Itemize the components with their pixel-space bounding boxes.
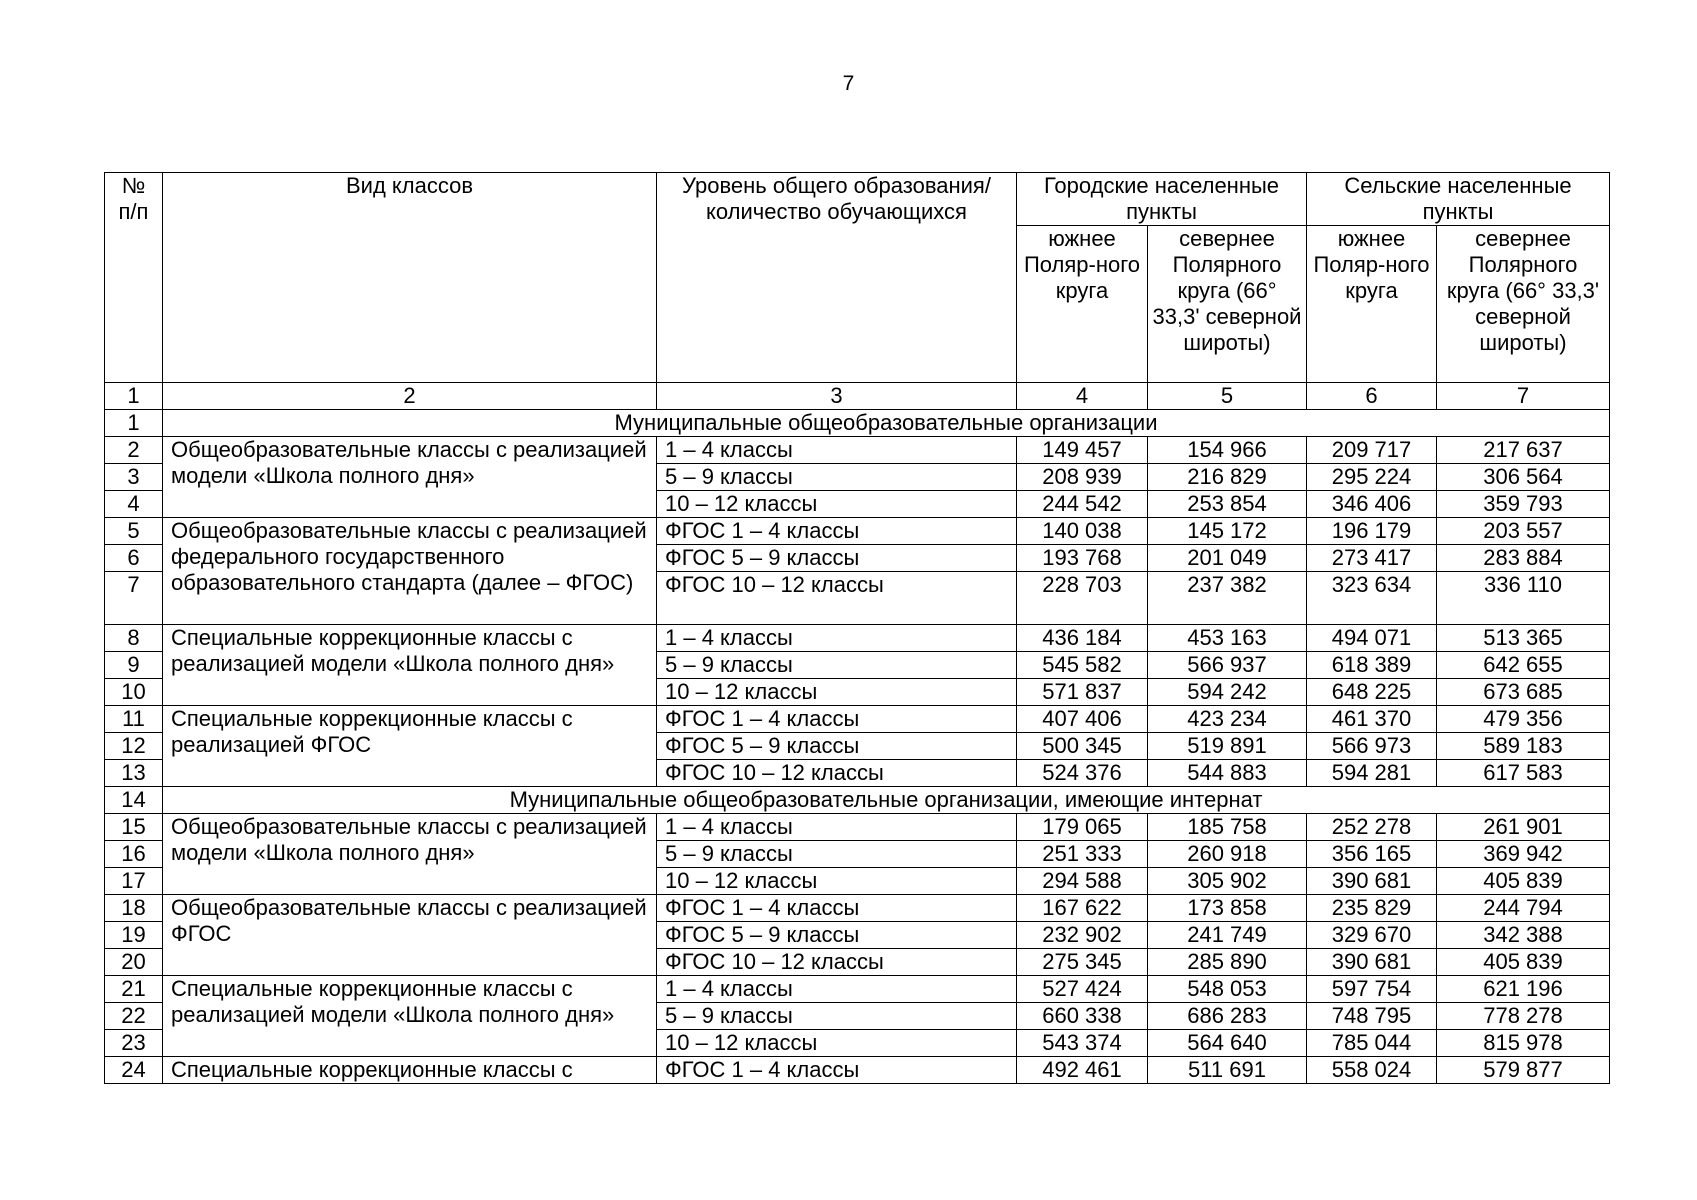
row-number: 4 xyxy=(105,491,163,518)
value-cell: 492 461 xyxy=(1017,1057,1148,1084)
level-cell: 10 – 12 классы xyxy=(657,1030,1017,1057)
value-cell: 244 794 xyxy=(1437,895,1610,922)
row-number: 20 xyxy=(105,949,163,976)
value-cell: 283 884 xyxy=(1437,545,1610,572)
header-num: № п/п xyxy=(105,173,163,383)
section-row xyxy=(105,410,1610,437)
value-cell: 235 829 xyxy=(1307,895,1437,922)
level-cell: ФГОС 1 – 4 классы xyxy=(657,706,1017,733)
value-cell: 275 345 xyxy=(1017,949,1148,976)
value-cell: 566 937 xyxy=(1148,652,1307,679)
row-number: 6 xyxy=(105,545,163,572)
value-cell: 201 049 xyxy=(1148,545,1307,572)
value-cell: 244 542 xyxy=(1017,491,1148,518)
header-rural-north: севернее Полярного круга (66° 33,3' северной широты) xyxy=(1437,226,1610,383)
column-number: 6 xyxy=(1307,383,1437,410)
level-cell: 1 – 4 классы xyxy=(657,976,1017,1003)
value-cell: 571 837 xyxy=(1017,679,1148,706)
table-row xyxy=(105,625,1610,652)
row-number: 22 xyxy=(105,1003,163,1030)
value-cell: 405 839 xyxy=(1437,868,1610,895)
value-cell: 193 768 xyxy=(1017,545,1148,572)
level-cell: 1 – 4 классы xyxy=(657,625,1017,652)
class-type-cell: Общеобразовательные классы с реализацией модели «Школа полного дня» xyxy=(163,814,657,895)
value-cell: 273 417 xyxy=(1307,545,1437,572)
value-cell: 543 374 xyxy=(1017,1030,1148,1057)
table-row xyxy=(105,437,1610,464)
class-type-cell: Специальные коррекционные классы с реализацией модели «Школа полного дня» xyxy=(163,976,657,1057)
value-cell: 544 883 xyxy=(1148,760,1307,787)
value-cell: 500 345 xyxy=(1017,733,1148,760)
value-cell: 228 703 xyxy=(1017,572,1148,625)
value-cell: 173 858 xyxy=(1148,895,1307,922)
value-cell: 253 854 xyxy=(1148,491,1307,518)
row-number: 16 xyxy=(105,841,163,868)
value-cell: 208 939 xyxy=(1017,464,1148,491)
value-cell: 149 457 xyxy=(1017,437,1148,464)
value-cell: 294 588 xyxy=(1017,868,1148,895)
value-cell: 154 966 xyxy=(1148,437,1307,464)
level-cell: ФГОС 5 – 9 классы xyxy=(657,733,1017,760)
header-urban-south: южнее Поляр-ного круга xyxy=(1017,226,1148,383)
row-number: 23 xyxy=(105,1030,163,1057)
row-number: 18 xyxy=(105,895,163,922)
table-row xyxy=(105,1057,1610,1084)
value-cell: 216 829 xyxy=(1148,464,1307,491)
row-number: 10 xyxy=(105,679,163,706)
value-cell: 232 902 xyxy=(1017,922,1148,949)
value-cell: 261 901 xyxy=(1437,814,1610,841)
value-cell: 359 793 xyxy=(1437,491,1610,518)
value-cell: 778 278 xyxy=(1437,1003,1610,1030)
level-cell: ФГОС 5 – 9 классы xyxy=(657,545,1017,572)
table-row xyxy=(105,706,1610,733)
value-cell: 453 163 xyxy=(1148,625,1307,652)
level-cell: ФГОС 10 – 12 классы xyxy=(657,760,1017,787)
class-type-cell: Общеобразовательные классы с реализацией модели «Школа полного дня» xyxy=(163,437,657,518)
value-cell: 196 179 xyxy=(1307,518,1437,545)
column-numbers-row xyxy=(105,383,1610,410)
value-cell: 179 065 xyxy=(1017,814,1148,841)
value-cell: 579 877 xyxy=(1437,1057,1610,1084)
level-cell: 10 – 12 классы xyxy=(657,491,1017,518)
row-number: 17 xyxy=(105,868,163,895)
value-cell: 260 918 xyxy=(1148,841,1307,868)
row-number: 1 xyxy=(105,410,163,437)
value-cell: 564 640 xyxy=(1148,1030,1307,1057)
value-cell: 566 973 xyxy=(1307,733,1437,760)
row-number: 12 xyxy=(105,733,163,760)
level-cell: 10 – 12 классы xyxy=(657,868,1017,895)
level-cell: ФГОС 1 – 4 классы xyxy=(657,1057,1017,1084)
level-cell: 5 – 9 классы xyxy=(657,841,1017,868)
row-number: 3 xyxy=(105,464,163,491)
value-cell: 203 557 xyxy=(1437,518,1610,545)
value-cell: 336 110 xyxy=(1437,572,1610,625)
value-cell: 621 196 xyxy=(1437,976,1610,1003)
value-cell: 167 622 xyxy=(1017,895,1148,922)
value-cell: 597 754 xyxy=(1307,976,1437,1003)
value-cell: 423 234 xyxy=(1148,706,1307,733)
value-cell: 285 890 xyxy=(1148,949,1307,976)
value-cell: 815 978 xyxy=(1437,1030,1610,1057)
row-number: 19 xyxy=(105,922,163,949)
value-cell: 594 242 xyxy=(1148,679,1307,706)
column-number: 3 xyxy=(657,383,1017,410)
row-number: 11 xyxy=(105,706,163,733)
value-cell: 145 172 xyxy=(1148,518,1307,545)
value-cell: 237 382 xyxy=(1148,572,1307,625)
value-cell: 295 224 xyxy=(1307,464,1437,491)
level-cell: ФГОС 1 – 4 классы xyxy=(657,895,1017,922)
value-cell: 519 891 xyxy=(1148,733,1307,760)
column-number: 5 xyxy=(1148,383,1307,410)
value-cell: 524 376 xyxy=(1017,760,1148,787)
value-cell: 323 634 xyxy=(1307,572,1437,625)
value-cell: 251 333 xyxy=(1017,841,1148,868)
value-cell: 527 424 xyxy=(1017,976,1148,1003)
section-title: Муниципальные общеобразовательные организации, имеющие интернат xyxy=(163,787,1610,814)
section-row xyxy=(105,787,1610,814)
value-cell: 342 388 xyxy=(1437,922,1610,949)
level-cell: 5 – 9 классы xyxy=(657,652,1017,679)
header-urban-north: севернее Полярного круга (66° 33,3' северной широты) xyxy=(1148,226,1307,383)
value-cell: 673 685 xyxy=(1437,679,1610,706)
section-title: Муниципальные общеобразовательные организации xyxy=(163,410,1610,437)
value-cell: 305 902 xyxy=(1148,868,1307,895)
header-class-type: Вид классов xyxy=(163,173,657,383)
level-cell: ФГОС 1 – 4 классы xyxy=(657,518,1017,545)
page-number: 7 xyxy=(842,72,855,95)
value-cell: 479 356 xyxy=(1437,706,1610,733)
table-row xyxy=(105,976,1610,1003)
row-number: 14 xyxy=(105,787,163,814)
value-cell: 748 795 xyxy=(1307,1003,1437,1030)
row-number: 24 xyxy=(105,1057,163,1084)
level-cell: ФГОС 10 – 12 классы xyxy=(657,572,1017,625)
row-number: 5 xyxy=(105,518,163,545)
class-type-cell: Специальные коррекционные классы с реализацией ФГОС xyxy=(163,706,657,787)
value-cell: 461 370 xyxy=(1307,706,1437,733)
cost-table xyxy=(104,172,1610,1084)
column-number: 1 xyxy=(105,383,163,410)
value-cell: 511 691 xyxy=(1148,1057,1307,1084)
level-cell: 5 – 9 классы xyxy=(657,1003,1017,1030)
row-number: 9 xyxy=(105,652,163,679)
value-cell: 513 365 xyxy=(1437,625,1610,652)
header-level: Уровень общего образования/количество обучающихся xyxy=(657,173,1017,383)
level-cell: 10 – 12 классы xyxy=(657,679,1017,706)
value-cell: 252 278 xyxy=(1307,814,1437,841)
value-cell: 648 225 xyxy=(1307,679,1437,706)
table-row xyxy=(105,895,1610,922)
row-number: 7 xyxy=(105,572,163,625)
value-cell: 356 165 xyxy=(1307,841,1437,868)
level-cell: ФГОС 10 – 12 классы xyxy=(657,949,1017,976)
level-cell: 1 – 4 классы xyxy=(657,814,1017,841)
column-number: 4 xyxy=(1017,383,1148,410)
value-cell: 185 758 xyxy=(1148,814,1307,841)
value-cell: 642 655 xyxy=(1437,652,1610,679)
value-cell: 405 839 xyxy=(1437,949,1610,976)
value-cell: 306 564 xyxy=(1437,464,1610,491)
header-rural-south: южнее Поляр-ного круга xyxy=(1307,226,1437,383)
class-type-cell: Специальные коррекционные классы с реализацией модели «Школа полного дня» xyxy=(163,625,657,706)
value-cell: 618 389 xyxy=(1307,652,1437,679)
value-cell: 369 942 xyxy=(1437,841,1610,868)
value-cell: 617 583 xyxy=(1437,760,1610,787)
level-cell: 5 – 9 классы xyxy=(657,464,1017,491)
class-type-cell: Общеобразовательные классы с реализацией федерального государственного образовательного стандарта (далее – ФГОС) xyxy=(163,518,657,625)
column-number: 7 xyxy=(1437,383,1610,410)
value-cell: 217 637 xyxy=(1437,437,1610,464)
table-row xyxy=(105,814,1610,841)
row-number: 15 xyxy=(105,814,163,841)
value-cell: 785 044 xyxy=(1307,1030,1437,1057)
value-cell: 594 281 xyxy=(1307,760,1437,787)
row-number: 8 xyxy=(105,625,163,652)
column-number: 2 xyxy=(163,383,657,410)
value-cell: 436 184 xyxy=(1017,625,1148,652)
header-rural: Сельские населенные пункты xyxy=(1307,173,1610,226)
value-cell: 589 183 xyxy=(1437,733,1610,760)
value-cell: 140 038 xyxy=(1017,518,1148,545)
level-cell: 1 – 4 классы xyxy=(657,437,1017,464)
row-number: 21 xyxy=(105,976,163,1003)
header-row-1 xyxy=(105,173,1610,226)
value-cell: 558 024 xyxy=(1307,1057,1437,1084)
value-cell: 390 681 xyxy=(1307,949,1437,976)
class-type-cell: Общеобразовательные классы с реализацией ФГОС xyxy=(163,895,657,976)
value-cell: 390 681 xyxy=(1307,868,1437,895)
value-cell: 241 749 xyxy=(1148,922,1307,949)
value-cell: 329 670 xyxy=(1307,922,1437,949)
row-number: 2 xyxy=(105,437,163,464)
value-cell: 548 053 xyxy=(1148,976,1307,1003)
value-cell: 660 338 xyxy=(1017,1003,1148,1030)
level-cell: ФГОС 5 – 9 классы xyxy=(657,922,1017,949)
class-type-cell: Специальные коррекционные классы с xyxy=(163,1057,657,1084)
value-cell: 494 071 xyxy=(1307,625,1437,652)
value-cell: 209 717 xyxy=(1307,437,1437,464)
value-cell: 545 582 xyxy=(1017,652,1148,679)
row-number: 13 xyxy=(105,760,163,787)
value-cell: 346 406 xyxy=(1307,491,1437,518)
table-row xyxy=(105,518,1610,545)
value-cell: 407 406 xyxy=(1017,706,1148,733)
header-urban: Городские населенные пункты xyxy=(1017,173,1307,226)
value-cell: 686 283 xyxy=(1148,1003,1307,1030)
